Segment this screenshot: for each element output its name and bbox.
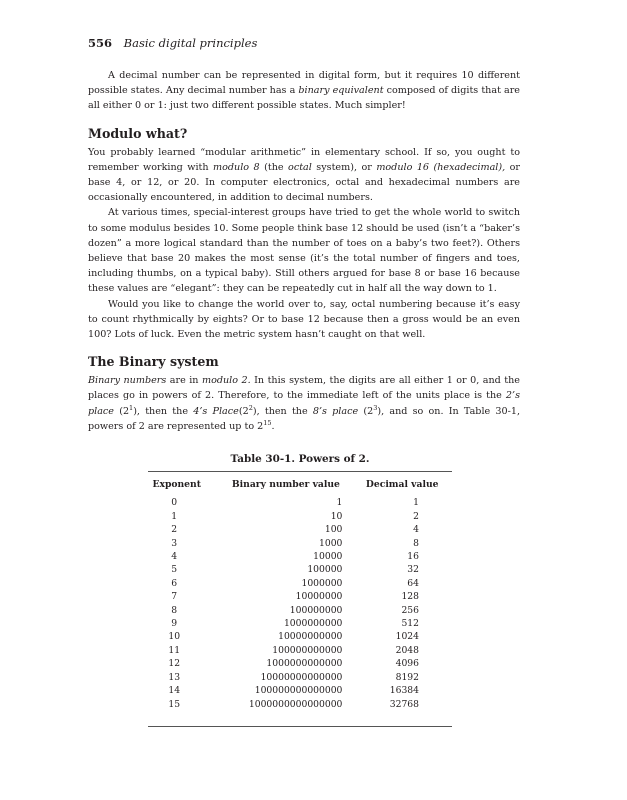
decimal-cell: 256 [401,604,419,616]
binary-cell: 100000000000 [272,644,343,656]
table-bottom-rule [148,726,452,727]
table-row [148,496,452,509]
decimal-cell: 32 [407,564,419,576]
binary-cell: 1000000 [301,577,343,589]
exponent-cell: 9 [171,618,178,630]
decimal-cell: 4096 [395,658,419,670]
exponent-cell: 11 [168,644,181,656]
binary-cell: 100000 [307,564,343,576]
decimal-cell: 32768 [389,698,419,710]
exponent-cell: 3 [171,537,178,549]
exponent-cell: 1 [171,510,178,522]
exponent-cell: 5 [171,564,178,576]
header-decimal: Decimal value [365,479,439,490]
binary-cell: 100000000000000 [254,685,343,697]
modulo-paragraph-1: You probably learned “modular arithmetic” in elementary school. If so, you ought to remember working with modulo 8 (the octal system), or modulo 16 (hexadecimal), or base 4, or 12, or 20. In computer electronics, octal and hexadecimal numbers are occasionally encountered, in addition to decimal numbers. [88,146,521,204]
binary-cell: 10000000000 [278,631,343,643]
table-row [148,537,452,550]
decimal-cell: 16 [407,551,419,563]
table-row [148,671,452,684]
modulo-paragraph-3: Would you like to change the world over to, say, octal numbering because it’s easy to count rhythmically by eights? Or to base 12 because then a gross would be an even 100? Lots of luck. Even the metric system hasn’t caught on that well. [88,298,520,341]
binary-cell: 10000 [313,551,343,563]
table-row [148,630,452,643]
table-row [148,577,452,590]
decimal-cell: 2 [413,510,419,522]
exponent-cell: 8 [171,604,178,616]
table-row [148,644,452,657]
exponent-cell: 10 [168,631,181,643]
powers-of-two-table [148,478,452,711]
exponent-cell: 14 [168,685,181,697]
binary-cell: 100000000 [289,604,343,616]
decimal-cell: 128 [401,591,419,603]
binary-cell: 10000000000000 [260,671,343,683]
intro-paragraph: A decimal number can be represented in digital form, but it requires 10 different possible states. Any decimal number has a binary equivalent composed of digits that are all either 0 or 1: just two different possible states. Much simpler! [88,70,520,112]
table-row [148,590,452,603]
table-top-rule [148,471,452,472]
table-row [148,617,452,630]
table-row [148,563,452,576]
binary-cell: 1000000000 [283,618,343,630]
table-row [148,657,452,670]
exponent-cell: 12 [168,658,181,670]
table-row [148,550,452,563]
decimal-cell: 1 [413,497,419,509]
exponent-cell: 13 [168,671,181,683]
decimal-cell: 64 [407,577,419,589]
binary-cell: 1000000000000000 [248,698,343,710]
section-heading-binary: The Binary system [88,354,219,370]
body-text [88,68,520,434]
exponent-cell: 15 [168,698,181,710]
decimal-cell: 16384 [389,685,419,697]
binary-cell: 10 [330,510,343,522]
binary-paragraph: Binary numbers are in modulo 2. In this system, the digits are all either 1 or 0, and the places go in powers of 2. Therefore, to the immediate left of the units place is the 2’s place $(2^1)$, then the 4’s $Place(2^2)$, then the 8’s place $(2^3)$, and so on. In Table 30-1, powers of 2 are represented up to $2^{15}$. [88,375,521,432]
decimal-cell: 4 [413,524,419,536]
exponent-cell: 7 [171,591,178,603]
table-row [148,510,452,523]
decimal-cell: 8192 [395,671,419,683]
exponent-cell: 6 [171,577,178,589]
modulo-paragraph-2: At various times, special-interest groups have tried to get the whole world to switch to some modulus besides 10. Some people think base 12 should be used (isn’t a “baker’s dozen” a more logical standard than the number of toes on a baby’s two feet?). Others believe that base 20 makes the most sense (it’s the total number of fingers and toes, including thumbs, on a typical baby). Still others argued for base 8 or base 16 because these values are “elegant”: they can be repeatedly cut in half all the way down to 1. [88,207,520,295]
section-heading-modulo: Modulo what? [88,125,188,141]
table-caption: Table 30-1. Powers of 2. [230,453,370,465]
table-header-row [148,478,452,496]
table-row [148,523,452,536]
decimal-cell: 1024 [395,631,419,643]
binary-cell: 1000 [319,537,343,549]
decimal-cell: 8 [413,537,419,549]
header-exponent: Exponent [152,479,201,490]
page-number: 556 [88,36,113,50]
header-binary: Binary number value [231,479,340,490]
binary-cell: 10000000 [295,591,343,603]
exponent-cell: 4 [171,551,178,563]
binary-cell: 1 [336,497,343,509]
exponent-cell: 2 [171,524,178,536]
running-head [88,36,257,50]
table-row [148,604,452,617]
binary-cell: 100 [324,524,343,536]
decimal-cell: 2048 [395,644,419,656]
table-row [148,684,452,697]
emphasis: binary equivalent [298,85,384,97]
decimal-cell: 512 [401,618,419,630]
table-row [148,698,452,711]
chapter-title: Basic digital principles [123,36,258,50]
exponent-cell: 0 [171,497,178,509]
binary-cell: 1000000000000 [266,658,343,670]
